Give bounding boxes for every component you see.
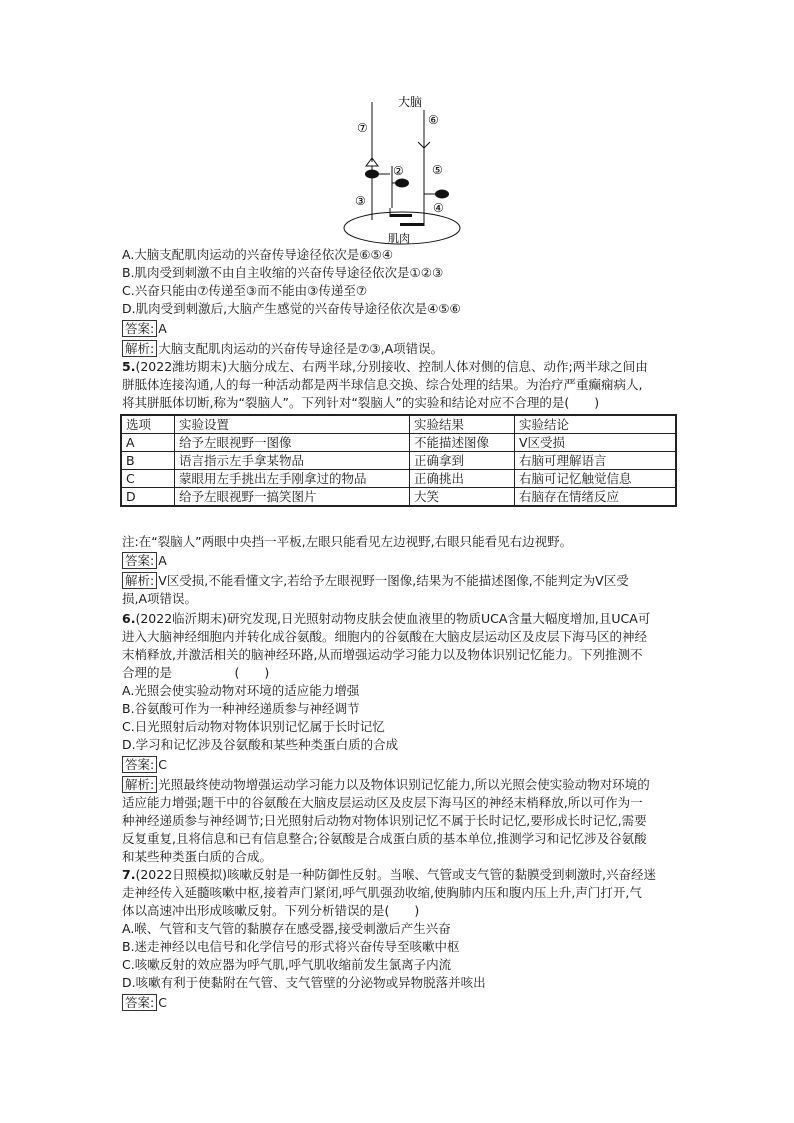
answer-value: A <box>158 321 167 336</box>
table-cell: 正确挑出 <box>410 470 515 488</box>
q7-stem-2: 走神经传入延髓咳嗽中枢,接着声门紧闭,呼气肌强劲收缩,使胸肺内压和腹内压上升,声门打开,气 <box>122 885 642 900</box>
experiment-table <box>120 414 677 507</box>
analysis-tag: 解析: <box>122 776 157 793</box>
analysis-tag: 解析: <box>122 572 157 589</box>
marker-3: ③ <box>355 194 366 208</box>
table-cell: 给予左眼视野一图像 <box>175 434 410 452</box>
q5-analysis <box>122 572 629 590</box>
table-cell: C <box>121 470 175 488</box>
q6-option-a: A.光照会使实验动物对环境的适应能力增强 <box>122 683 360 698</box>
analysis-text: 大脑支配肌肉运动的兴奋传导途径是⑦③,A项错误。 <box>158 341 444 356</box>
stem-text: (2022日照模拟)咳嗽反射是一种防御性反射。当喉、气管或支气管的黏膜受到刺激时,兴奋经迷 <box>135 867 656 882</box>
q5-analysis-2: 损,A项错误。 <box>122 591 198 606</box>
table-header: 实验设置 <box>175 415 410 434</box>
answer-tag: 答案: <box>122 756 157 773</box>
table-row <box>121 452 676 470</box>
q5-note: 注:在“裂脑人”两眼中央挡一平板,左眼只能看见左边视野,右眼只能看见右边视野。 <box>122 534 573 549</box>
q5-answer <box>122 552 167 570</box>
q7-option-a: A.喉、气管和支气管的黏膜存在感受器,接受刺激后产生兴奋 <box>122 921 451 936</box>
q7-answer <box>122 994 167 1012</box>
answer-tag: 答案: <box>122 994 157 1011</box>
table-cell: 正确拿到 <box>410 452 515 470</box>
analysis-text: V区受损,不能看懂文字,若给予左眼视野一图像,结果为不能描述图像,不能判定为V区受 <box>158 573 629 588</box>
answer-tag: 答案: <box>122 320 157 337</box>
table-cell: V区受损 <box>515 434 677 452</box>
table-cell: 不能描述图像 <box>410 434 515 452</box>
q7-stem-3: 体以高速冲出形成咳嗽反射。下列分析错误的是( ) <box>122 903 420 918</box>
table-row <box>121 470 676 488</box>
marker-4: ④ <box>433 201 444 215</box>
table-cell: 右脑存在情绪反应 <box>515 488 677 507</box>
q7-option-c: C.咳嗽反射的效应器为呼气肌,呼气肌收缩前发生氯离子内流 <box>122 957 452 972</box>
q4-option-d: D.肌肉受到刺激后,大脑产生感觉的兴奋传导途径依次是④⑤⑥ <box>122 301 461 316</box>
table-cell: 蒙眼用左手挑出左手刚拿过的物品 <box>175 470 410 488</box>
analysis-tag: 解析: <box>122 340 157 357</box>
q4-option-c: C.兴奋只能由⑦传递至③而不能由③传递至⑦ <box>122 283 368 298</box>
table-cell: 大笑 <box>410 488 515 507</box>
q7-stem-1 <box>122 866 656 884</box>
table-header: 选项 <box>121 415 175 434</box>
table-row <box>121 434 676 452</box>
q4-option-b: B.肌肉受到刺激不由自主收缩的兴奋传导途径依次是①②③ <box>122 265 444 280</box>
q7-option-d: D.咳嗽有利于使黏附在气管、支气管壁的分泌物或异物脱落并咳出 <box>122 975 486 990</box>
marker-2: ② <box>393 164 404 178</box>
marker-6: ⑥ <box>428 113 439 127</box>
q5-stem-1 <box>122 358 648 376</box>
question-number: 7. <box>122 867 136 882</box>
q5-stem-3: 将其胼胝体切断,称为“裂脑人”。下列针对“裂脑人”的实验和结论对应不合理的是( ) <box>122 395 600 410</box>
q6-option-c: C.日光照射后动物对物体识别记忆属于长时记忆 <box>122 719 385 734</box>
stem-text: (2022潍坊期末)大脑分成左、右两半球,分别接收、控制人体对侧的信息、动作;两半球之间由 <box>135 359 648 374</box>
q4-answer <box>122 320 167 338</box>
question-number: 5. <box>122 359 136 374</box>
table-row <box>121 488 676 507</box>
q7-option-b: B.迷走神经以电信号和化学信号的形式将兴奋传导至咳嗽中枢 <box>122 939 460 954</box>
q6-option-d: D.学习和记忆涉及谷氨酸和某些种类蛋白质的合成 <box>122 737 399 752</box>
answer-value: A <box>158 553 167 568</box>
q6-stem-1 <box>122 610 650 628</box>
q6-analysis-3: 种神经递质参与神经调节;日光照射后动物对物体识别记忆不属于长时记忆,要形成长时记忆,需要 <box>122 813 647 828</box>
q4-option-a: A.大脑支配肌肉运动的兴奋传导途径依次是⑥⑤④ <box>122 247 393 262</box>
table-header-row <box>121 415 676 434</box>
table-cell: 给予左眼视野一搞笑图片 <box>175 488 410 507</box>
q6-analysis-5: 和某些种类蛋白质的合成。 <box>122 849 273 864</box>
analysis-text: 光照最终使动物增强运动学习能力以及物体识别记忆能力,所以光照会使实验动物对环境的 <box>158 777 650 792</box>
table-header: 实验结果 <box>410 415 515 434</box>
table-cell: B <box>121 452 175 470</box>
table-header: 实验结论 <box>515 415 677 434</box>
table-cell: D <box>121 488 175 507</box>
q6-analysis-4: 反复重复,且将信息和已有信息整合;谷氨酸是合成蛋白质的基本单位,推测学习和记忆涉及谷氨酸 <box>122 831 647 846</box>
marker-7: ⑦ <box>357 121 368 135</box>
q6-stem-2: 进入大脑神经细胞内并转化成谷氨酸。细胞内的谷氨酸在大脑皮层运动区及皮层下海马区的神经 <box>122 629 648 644</box>
q6-stem-3: 末梢释放,并激活相关的脑神经环路,从而增强运动学习能力以及物体识别记忆能力。下列推测不 <box>122 647 643 662</box>
stem-text: (2022临沂期末)研究发现,日光照射动物皮肤会使血液里的物质UCA含量大幅度增加,且UCA可 <box>135 611 651 626</box>
reflex-arc-diagram <box>340 90 470 250</box>
answer-tag: 答案: <box>122 552 157 569</box>
question-number: 6. <box>122 611 136 626</box>
answer-value: C <box>158 757 167 772</box>
table-cell: A <box>121 434 175 452</box>
q5-stem-2: 胼胝体连接沟通,人的每一种活动都是两半球信息交换、综合处理的结果。为治疗严重癫痫病人, <box>122 377 643 392</box>
brain-label: 大脑 <box>398 95 423 109</box>
q4-analysis <box>122 340 443 358</box>
q6-option-b: B.谷氨酸可作为一种神经递质参与神经调节 <box>122 701 360 716</box>
q6-analysis <box>122 776 650 794</box>
q6-analysis-2: 适应能力增强;题干中的谷氨酸在大脑皮层运动区及皮层下海马区的神经末梢释放,所以可作为一 <box>122 795 643 810</box>
table-cell: 语言指示左手拿某物品 <box>175 452 410 470</box>
table-cell: 右脑可理解语言 <box>515 452 677 470</box>
q6-stem-4: 合理的是 ( ) <box>122 665 270 680</box>
marker-5: ⑤ <box>432 163 443 177</box>
answer-value: C <box>158 995 167 1010</box>
table-cell: 右脑可记忆触觉信息 <box>515 470 677 488</box>
q6-answer <box>122 756 167 774</box>
muscle-label: 肌肉 <box>388 232 410 245</box>
